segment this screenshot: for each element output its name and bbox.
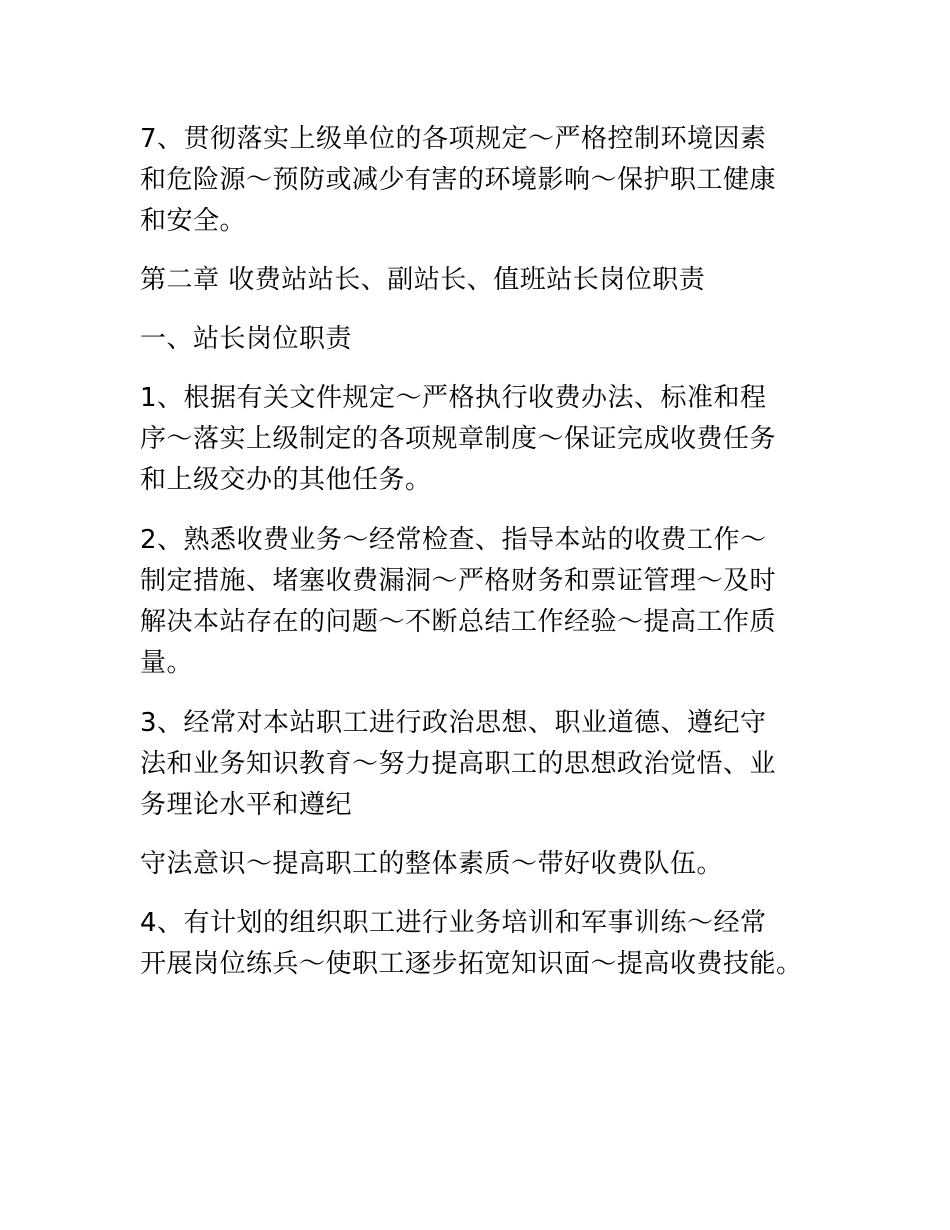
paragraph-continuation [140, 844, 840, 885]
text-line: 序～落实上级制定的各项规章制度～保证完成收费任务 [140, 424, 777, 454]
text-line: 开展岗位练兵～使职工逐步拓宽知识面～提高收费技能。 [140, 949, 803, 979]
text-line: 制定措施、堵塞收费漏洞～严格财务和票证管理～及时 [140, 566, 777, 596]
text-line: 守法意识～提高职工的整体素质～带好收费队伍。 [140, 849, 724, 879]
text-line: 第二章 收费站站长、副站长、值班站长岗位职责 [140, 265, 706, 295]
chapter-heading [140, 260, 840, 301]
text-line: 解决本站存在的问题～不断总结工作经验～提高工作质 [140, 607, 777, 637]
text-line: 量。 [140, 648, 194, 678]
text-line: 和上级交办的其他任务。 [140, 465, 432, 495]
section-heading [140, 319, 840, 360]
text-line: 务理论水平和遵纪 [140, 790, 353, 820]
paragraph-item-7 [140, 119, 840, 242]
paragraph-item-3 [140, 703, 840, 826]
text-line: 和安全。 [140, 206, 247, 236]
text-line: 2、熟悉收费业务～经常检查、指导本站的收费工作～ [140, 525, 767, 555]
text-line: 和危险源～预防或减少有害的环境影响～保护职工健康 [140, 165, 777, 195]
text-line: 一、站长岗位职责 [140, 324, 353, 354]
paragraph-item-4 [140, 903, 840, 985]
text-line: 1、根据有关文件规定～严格执行收费办法、标准和程 [140, 383, 767, 413]
text-line: 4、有计划的组织职工进行业务培训和军事训练～经常 [140, 908, 767, 938]
text-line: 3、经常对本站职工进行政治思想、职业道德、遵纪守 [140, 708, 767, 738]
paragraph-item-1 [140, 378, 840, 501]
text-line: 7、贯彻落实上级单位的各项规定～严格控制环境因素 [140, 124, 767, 154]
paragraph-item-2 [140, 520, 840, 684]
text-line: 法和业务知识教育～努力提高职工的思想政治觉悟、业 [140, 749, 777, 779]
document-page [140, 119, 840, 985]
